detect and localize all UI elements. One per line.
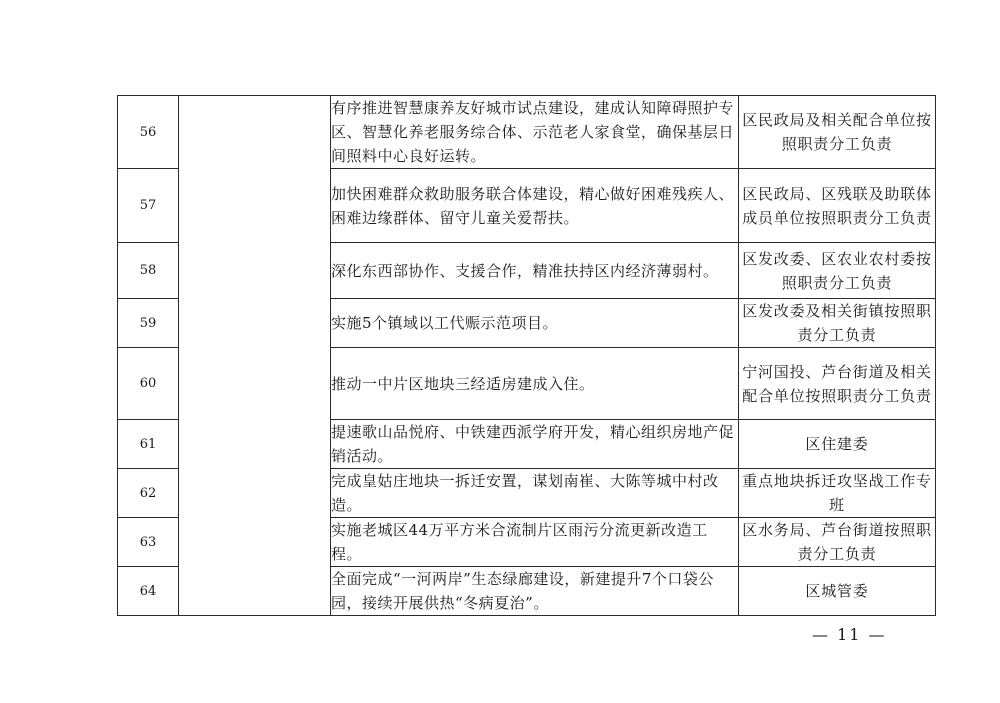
page-number: — 11 —	[812, 625, 887, 644]
responsible-department: 区发改委及相关街镇按照职责分工负责	[739, 299, 936, 348]
task-description: 提速歌山品悦府、中铁建西派学府开发，精心组织房地产促销活动。	[331, 420, 739, 469]
responsible-department: 重点地块拆迁攻坚战工作专班	[739, 469, 936, 518]
row-number: 64	[118, 567, 179, 616]
responsible-department: 区发改委、区农业农村委按照职责分工负责	[739, 243, 936, 299]
task-description: 加快困难群众救助服务联合体建设，精心做好困难残疾人、困难边缘群体、留守儿童关爱帮扶。	[331, 169, 739, 243]
row-number: 56	[118, 96, 179, 169]
responsible-department: 宁河国投、芦台街道及相关配合单位按照职责分工负责	[739, 348, 936, 420]
category-cell	[179, 96, 331, 616]
task-table	[117, 95, 936, 616]
responsible-department: 区住建委	[739, 420, 936, 469]
table-row	[118, 96, 936, 169]
task-description: 实施老城区44万平方米合流制片区雨污分流更新改造工程。	[331, 518, 739, 567]
task-description: 全面完成“一河两岸”生态绿廊建设，新建提升7个口袋公园，接续开展供热“冬病夏治”。	[331, 567, 739, 616]
task-description: 深化东西部协作、支援合作，精准扶持区内经济薄弱村。	[331, 243, 739, 299]
row-number: 57	[118, 169, 179, 243]
responsible-department: 区城管委	[739, 567, 936, 616]
responsible-department: 区民政局、区残联及助联体成员单位按照职责分工负责	[739, 169, 936, 243]
row-number: 58	[118, 243, 179, 299]
row-number: 61	[118, 420, 179, 469]
task-description: 实施5个镇域以工代赈示范项目。	[331, 299, 739, 348]
row-number: 59	[118, 299, 179, 348]
responsible-department: 区民政局及相关配合单位按照职责分工负责	[739, 96, 936, 169]
task-description: 推动一中片区地块三经适房建成入住。	[331, 348, 739, 420]
row-number: 60	[118, 348, 179, 420]
row-number: 62	[118, 469, 179, 518]
task-description: 有序推进智慧康养友好城市试点建设，建成认知障碍照护专区、智慧化养老服务综合体、示范老人家食堂，确保基层日间照料中心良好运转。	[331, 96, 739, 169]
task-description: 完成皇姑庄地块一拆迁安置，谋划南崔、大陈等城中村改造。	[331, 469, 739, 518]
row-number: 63	[118, 518, 179, 567]
responsible-department: 区水务局、芦台街道按照职责分工负责	[739, 518, 936, 567]
